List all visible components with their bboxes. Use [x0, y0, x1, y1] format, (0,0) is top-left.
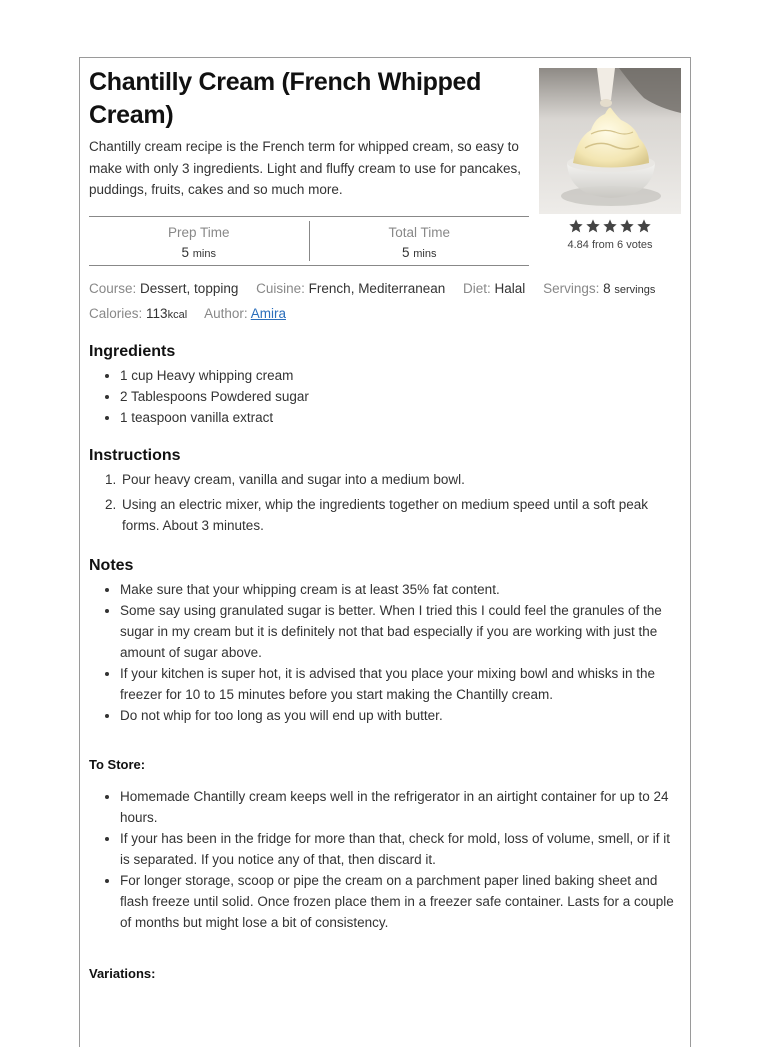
- cuisine-value: French, Mediterranean: [308, 281, 446, 296]
- diet-value: Halal: [494, 281, 526, 296]
- store-note-item: • For longer storage, scoop or pipe the cream on a parchment paper lined baking sheet and flash freeze until solid. Once frozen place them in a freezer safe container. Lasts for a couple of months but might lose a bit of consistency.: [120, 870, 680, 933]
- ingredient-item: • 2 Tablespoons Powdered sugar: [120, 386, 680, 407]
- recipe-card: [79, 57, 691, 1047]
- instructions-list: [120, 469, 680, 540]
- rating-text: 4.84 from 6 votes: [567, 239, 653, 251]
- star-icon[interactable]: [585, 218, 601, 234]
- to-store-heading: To Store:: [89, 757, 146, 772]
- prep-time-unit: mins: [192, 248, 216, 260]
- calories-unit: kcal: [167, 309, 188, 321]
- ingredients-list: [120, 365, 680, 428]
- note-item: • Some say using granulated sugar is better. When I tried this I could feel the granules of the sugar in my cream but it is definitely not that bad especially if you are working with just the amount of sugar above.: [120, 600, 680, 663]
- servings-value[interactable]: 8: [603, 281, 611, 296]
- course-label: Course:: [89, 281, 137, 296]
- author-link[interactable]: Amira: [250, 306, 286, 321]
- prep-time-number: 5: [181, 245, 189, 260]
- star-icon[interactable]: [619, 218, 635, 234]
- course-value: Dessert, topping: [140, 281, 239, 296]
- total-time-label: Total Time: [388, 225, 451, 240]
- total-time-number: 5: [401, 245, 410, 260]
- instruction-step: 1. Pour heavy cream, vanilla and sugar into a medium bowl.: [120, 469, 680, 490]
- recipe-times: [89, 216, 529, 266]
- notes-list: [120, 579, 680, 726]
- calories-value: 113: [146, 306, 168, 321]
- recipe-title: Chantilly Cream (French Whipped Cream): [89, 68, 482, 129]
- whipped-cream-photo-icon: [539, 68, 681, 214]
- recipe-meta: [89, 277, 689, 327]
- total-time-value: [310, 244, 530, 263]
- note-item: • If your kitchen is super hot, it is advised that you place your mixing bowl and whisks in the freezer for 10 to 15 minutes before you start making the Chantilly cream.: [120, 663, 680, 705]
- star-icon[interactable]: [568, 218, 584, 234]
- store-note-item: • If your has been in the fridge for more than that, check for mold, loss of volume, smell, or if it is separated. If you notice any of that, then discard it.: [120, 828, 680, 870]
- recipe-rating: [539, 218, 681, 251]
- servings-label: Servings:: [543, 281, 600, 296]
- prep-time-label: Prep Time: [167, 225, 230, 240]
- variations-heading: Variations:: [89, 966, 156, 981]
- instruction-step: 2. Using an electric mixer, whip the ingredients together on medium speed until a soft peak forms. About 3 minutes.: [120, 494, 680, 536]
- instructions-heading: Instructions: [89, 447, 181, 464]
- note-item: • Make sure that your whipping cream is at least 35% fat content.: [120, 579, 680, 600]
- ingredient-item: • 1 teaspoon vanilla extract: [120, 407, 680, 428]
- store-list: [120, 786, 680, 933]
- star-icon[interactable]: [636, 218, 652, 234]
- recipe-photo[interactable]: [539, 68, 681, 214]
- rating-stars[interactable]: [539, 218, 681, 234]
- recipe-summary: Chantilly cream recipe is the French term for whipped cream, so easy to make with only 3 ingredients. Light and fluffy cream to use for pancakes, puddings, fruits, cakes and so much more.: [89, 139, 521, 197]
- ingredient-item: • 1 cup Heavy whipping cream: [120, 365, 680, 386]
- servings-unit: servings: [614, 284, 656, 296]
- note-item: • Do not whip for too long as you will end up with butter.: [120, 705, 680, 726]
- calories-label: Calories:: [89, 306, 143, 321]
- ingredients-heading: Ingredients: [89, 343, 176, 360]
- notes-heading: Notes: [89, 557, 134, 574]
- prep-time: [89, 217, 309, 265]
- diet-label: Diet:: [463, 281, 491, 296]
- total-time: [309, 221, 530, 261]
- star-icon[interactable]: [602, 218, 618, 234]
- prep-time-value: [89, 244, 309, 263]
- store-note-item: • Homemade Chantilly cream keeps well in the refrigerator in an airtight container for up to 24 hours.: [120, 786, 680, 828]
- meta-line-1: [89, 277, 689, 302]
- meta-line-2: [89, 302, 689, 327]
- author-label: Author:: [204, 306, 248, 321]
- cuisine-label: Cuisine:: [256, 281, 305, 296]
- total-time-unit: mins: [413, 248, 437, 260]
